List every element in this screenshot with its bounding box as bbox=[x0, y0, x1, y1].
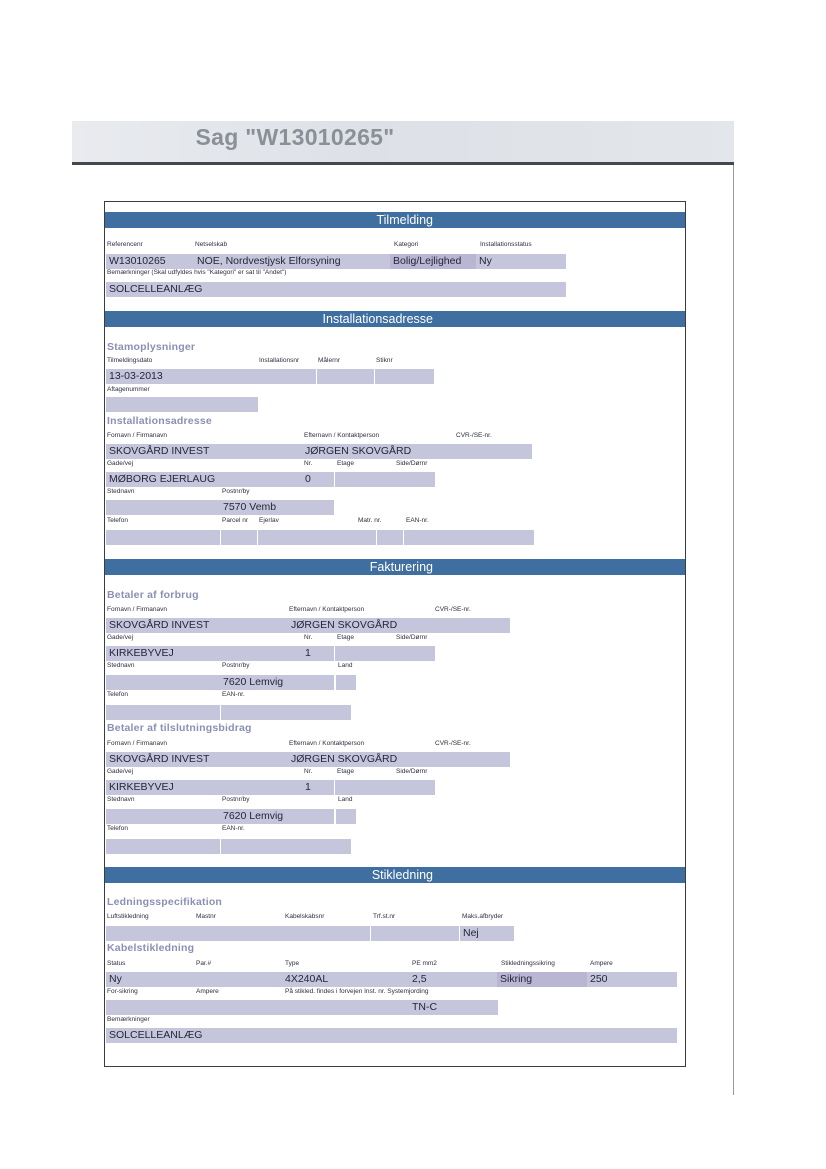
label-postnr: Postnr/by bbox=[222, 488, 250, 495]
label-par: Par.# bbox=[196, 960, 212, 967]
label-tilmeldingsdato: Tilmeldingsdato bbox=[107, 357, 153, 364]
fornavn-field[interactable]: SKOVGÅRD INVEST bbox=[106, 618, 288, 633]
label-postnr: Postnr/by bbox=[222, 662, 250, 669]
label-maks: Maks.afbryder bbox=[462, 913, 504, 920]
postnr-field[interactable]: 7620 Lemvig bbox=[220, 809, 334, 824]
label-telefon: Telefon bbox=[107, 517, 128, 524]
stednavn-field[interactable] bbox=[106, 500, 220, 515]
label-stiknr: Stiknr bbox=[376, 357, 393, 364]
label-etage: Etage bbox=[337, 460, 354, 467]
label-ean: EAN-nr. bbox=[406, 517, 429, 524]
nr-field[interactable]: 0 bbox=[302, 472, 334, 487]
label-matr: Matr. nr. bbox=[358, 517, 382, 524]
label-stednavn: Stednavn bbox=[107, 488, 135, 495]
label-stednavn: Stednavn bbox=[107, 662, 135, 669]
ean-field[interactable] bbox=[404, 530, 534, 545]
label-cvr: CVR-/SE-nr. bbox=[456, 432, 492, 439]
tilmeldingsdato-field[interactable]: 13-03-2013 bbox=[106, 369, 316, 384]
label-efternavn: Efternavn / Kontaktperson bbox=[304, 432, 380, 439]
label-forsikring: For-sikring bbox=[107, 988, 138, 995]
gade-field[interactable]: MØBORG EJERLAUG bbox=[106, 472, 302, 487]
efternavn-field[interactable]: JØRGEN SKOVGÅRD bbox=[288, 752, 432, 767]
label-systemjording: På stikled. findes i forvejen Inst. nr. Systemjording bbox=[285, 988, 429, 995]
subheading-betaler-forbrug: Betaler af forbrug bbox=[107, 589, 199, 601]
telefon-field[interactable] bbox=[106, 530, 220, 545]
label-efternavn: Efternavn / Kontaktperson bbox=[289, 606, 365, 613]
aftagenummer-field[interactable] bbox=[106, 397, 258, 412]
systemjording-field[interactable]: TN-C bbox=[409, 1000, 498, 1015]
label-gade: Gade/vej bbox=[107, 460, 134, 467]
label-kabelskabsnr: Kabelskabsnr bbox=[285, 913, 325, 920]
label-postnr: Postnr/by bbox=[222, 796, 250, 803]
section-header-tilmelding: Tilmelding bbox=[105, 212, 685, 228]
installationsstatus-field[interactable]: Ny bbox=[476, 254, 566, 269]
kategori-field[interactable]: Bolig/Lejlighed bbox=[390, 254, 476, 269]
gade-field[interactable]: KIRKEBYVEJ bbox=[106, 780, 302, 795]
efternavn-field[interactable]: JØRGEN SKOVGÅRD bbox=[288, 618, 432, 633]
label-netselskab: Netselskab bbox=[195, 241, 228, 248]
label-fornavn: Fornavn / Firmanavn bbox=[107, 740, 167, 747]
page-margin-line bbox=[733, 165, 734, 1095]
ejerlav-field[interactable] bbox=[258, 530, 376, 545]
referencenr-field[interactable]: W13010265 bbox=[106, 254, 194, 269]
label-gade: Gade/vej bbox=[107, 768, 134, 775]
telefon-field[interactable] bbox=[106, 839, 220, 854]
label-kategori: Kategori bbox=[394, 241, 419, 248]
parcel-field[interactable] bbox=[221, 530, 257, 545]
trf-field[interactable] bbox=[371, 926, 459, 941]
label-gade: Gade/vej bbox=[107, 634, 134, 641]
label-parcel: Parcel nr bbox=[222, 517, 249, 524]
label-etage: Etage bbox=[337, 768, 354, 775]
land-field[interactable] bbox=[336, 809, 356, 824]
label-ampere-forsikring: Ampere bbox=[196, 988, 219, 995]
bemaerkninger-stikledning-field[interactable]: SOLCELLEANLÆG bbox=[106, 1028, 677, 1043]
pe-field[interactable]: 2,5 bbox=[409, 972, 497, 987]
label-installationsstatus: Installationsstatus bbox=[480, 241, 532, 248]
label-cvr: CVR-/SE-nr. bbox=[435, 606, 471, 613]
gade-field[interactable]: KIRKEBYVEJ bbox=[106, 646, 302, 661]
status-field[interactable]: Ny bbox=[106, 972, 282, 987]
bemaerkninger-field[interactable]: SOLCELLEANLÆG bbox=[106, 282, 566, 297]
label-ejerlav: Ejerlav bbox=[259, 517, 279, 524]
label-efternavn: Efternavn / Kontaktperson bbox=[289, 740, 365, 747]
maalernr-field[interactable] bbox=[317, 369, 374, 384]
subheading-kabelstikledning: Kabelstikledning bbox=[107, 942, 195, 954]
label-ean: EAN-nr. bbox=[222, 825, 245, 832]
label-nr: Nr. bbox=[304, 768, 313, 775]
section-header-installationsadresse: Installationsadresse bbox=[105, 311, 685, 327]
matr-field[interactable] bbox=[377, 530, 403, 545]
stikledningssikring-field[interactable]: Sikring bbox=[497, 972, 587, 987]
label-stednavn: Stednavn bbox=[107, 796, 135, 803]
label-type: Type bbox=[285, 960, 300, 967]
title-divider bbox=[72, 162, 734, 165]
type-field[interactable]: 4X240AL bbox=[282, 972, 409, 987]
subheading-ledningsspecifikation: Ledningsspecifikation bbox=[107, 896, 223, 908]
label-side: Side/Dørnr bbox=[396, 634, 428, 641]
ampere-field[interactable]: 250 bbox=[587, 972, 677, 987]
label-referencenr: Referencenr bbox=[107, 241, 143, 248]
label-bemaerkninger: Bemærkninger bbox=[107, 1016, 150, 1023]
label-ampere: Ampere bbox=[590, 960, 613, 967]
page-title: Sag "W13010265" bbox=[195, 124, 395, 150]
label-trf: Trf.st.nr bbox=[373, 913, 396, 920]
label-aftagenummer: Aftagenummer bbox=[107, 386, 150, 393]
label-side: Side/Dørnr bbox=[396, 768, 428, 775]
label-land: Land bbox=[338, 662, 353, 669]
label-maalernr: Målernr bbox=[318, 357, 341, 364]
ean-field[interactable] bbox=[221, 839, 351, 854]
section-header-stikledning: Stikledning bbox=[105, 867, 685, 883]
label-nr: Nr. bbox=[304, 634, 313, 641]
subheading-stamoplysninger: Stamoplysninger bbox=[107, 341, 196, 353]
ean-field[interactable] bbox=[221, 705, 351, 720]
label-land: Land bbox=[338, 796, 353, 803]
label-pe: PE mm2 bbox=[412, 960, 437, 967]
label-telefon: Telefon bbox=[107, 691, 128, 698]
cvr-field[interactable] bbox=[432, 618, 510, 633]
stiknr-field[interactable] bbox=[375, 369, 434, 384]
label-etage: Etage bbox=[337, 634, 354, 641]
label-ean: EAN-nr. bbox=[222, 691, 245, 698]
label-bemaerkninger: Bemærkninger (Skal udfyldes hvis "Kategori" er sat til "Andet") bbox=[107, 269, 287, 276]
label-cvr: CVR-/SE-nr. bbox=[435, 740, 471, 747]
etage-side-field[interactable] bbox=[335, 780, 435, 795]
maks-afbryder-field[interactable]: Nej bbox=[460, 926, 514, 941]
telefon-field[interactable] bbox=[106, 705, 220, 720]
label-telefon: Telefon bbox=[107, 825, 128, 832]
land-field[interactable] bbox=[336, 675, 356, 690]
label-installationsnr: Installationsnr bbox=[259, 357, 300, 364]
label-fornavn: Fornavn / Firmanavn bbox=[107, 606, 167, 613]
label-stikledningssikring: Stikledningssikring bbox=[501, 960, 555, 967]
label-nr: Nr. bbox=[304, 460, 313, 467]
fornavn-field[interactable]: SKOVGÅRD INVEST bbox=[106, 444, 302, 459]
label-fornavn: Fornavn / Firmanavn bbox=[107, 432, 167, 439]
forsikring-field[interactable] bbox=[106, 1000, 409, 1015]
cvr-field[interactable] bbox=[452, 444, 532, 459]
cvr-field[interactable] bbox=[432, 752, 510, 767]
nr-field[interactable]: 1 bbox=[302, 646, 334, 661]
label-mastnr: Mastnr bbox=[196, 913, 216, 920]
etage-side-field[interactable] bbox=[335, 472, 435, 487]
section-header-fakturering: Fakturering bbox=[105, 559, 685, 575]
label-side: Side/Dørnr bbox=[396, 460, 428, 467]
postnr-field[interactable]: 7570 Vemb bbox=[220, 500, 334, 515]
stednavn-field[interactable] bbox=[106, 809, 220, 824]
label-luftstikledning: Luftstikledning bbox=[107, 913, 149, 920]
subheading-installationsadresse: Installationsadresse bbox=[107, 415, 212, 427]
label-status: Status bbox=[107, 960, 126, 967]
stednavn-field[interactable] bbox=[106, 675, 220, 690]
postnr-field[interactable]: 7620 Lemvig bbox=[220, 675, 334, 690]
luftstikledning-field[interactable] bbox=[106, 926, 370, 941]
netselskab-field[interactable]: NOE, Nordvestjysk Elforsyning bbox=[194, 254, 390, 269]
efternavn-field[interactable]: JØRGEN SKOVGÅRD bbox=[302, 444, 452, 459]
fornavn-field[interactable]: SKOVGÅRD INVEST bbox=[106, 752, 288, 767]
etage-side-field[interactable] bbox=[335, 646, 435, 661]
nr-field[interactable]: 1 bbox=[302, 780, 334, 795]
subheading-betaler-tilslutning: Betaler af tilslutningsbidrag bbox=[107, 722, 252, 734]
